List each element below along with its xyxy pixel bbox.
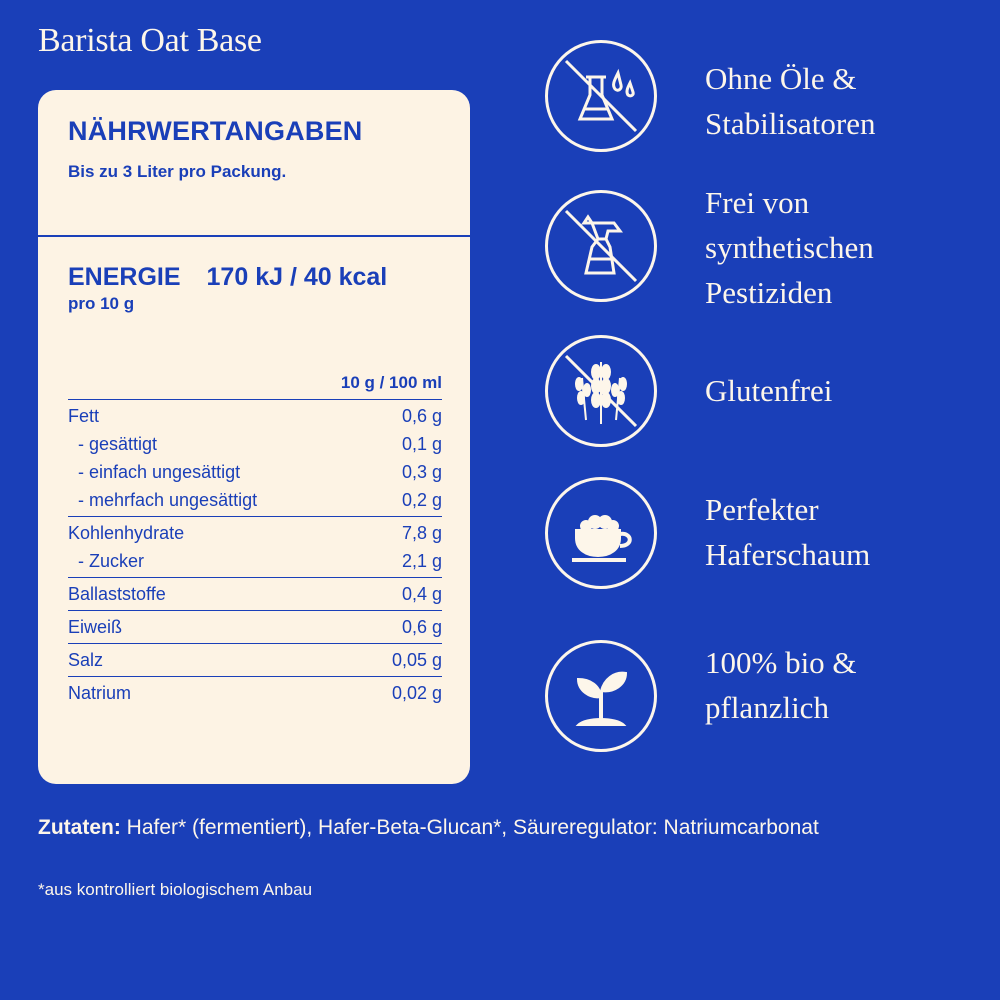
no-wheat-icon (545, 335, 657, 447)
nutrient-value: 7,8 g (401, 523, 442, 543)
energy-label: ENERGIE (68, 263, 181, 291)
ingredients-label: Zutaten: (38, 816, 121, 839)
nutrient-label: Ballaststoffe (68, 584, 166, 604)
card-divider (38, 235, 470, 237)
nutrient-value: 0,05 g (391, 650, 442, 670)
nutrient-value: 0,02 g (391, 683, 442, 703)
nutrient-label: - gesättigt (78, 434, 158, 454)
nutrition-card (38, 90, 470, 784)
nutrient-label: - mehrfach ungesättigt (78, 490, 258, 510)
ingredients-text: Hafer* (fermentiert), Hafer-Beta-Glucan*, Säureregulator: Natriumcarbonat (120, 816, 819, 839)
nutrition-group (68, 644, 442, 677)
energy-per: pro 10 g (68, 294, 135, 313)
sprout-icon (545, 640, 657, 752)
nutrient-label: Fett (68, 406, 100, 426)
nutrient-value: 0,1 g (401, 434, 442, 454)
feature-text-4: Perfekter Haferschaum (705, 492, 871, 572)
table-row (68, 613, 442, 641)
nutrient-value: 0,6 g (401, 406, 442, 426)
feature-item (545, 40, 876, 152)
coffee-cup-icon (545, 477, 657, 589)
nutrient-label: Salz (68, 650, 104, 670)
nutrient-value: 2,1 g (401, 551, 442, 571)
nutrition-group (68, 677, 442, 709)
table-row (68, 458, 442, 486)
table-row (68, 580, 442, 608)
ingredients (38, 812, 938, 844)
feature-text-3: Glutenfrei (705, 373, 833, 408)
nutrition-subheading: Bis zu 3 Liter pro Packung. (68, 162, 287, 181)
feature-item (545, 640, 857, 752)
feature-text-5: 100% bio & pflanzlich (705, 645, 857, 725)
column-header: 10 g / 100 ml (68, 373, 442, 400)
nutrition-group (68, 611, 442, 644)
no-pesticide-spray-icon (545, 190, 657, 302)
table-row (68, 430, 442, 458)
no-chemicals-icon (545, 40, 657, 152)
table-row (68, 519, 442, 547)
nutrient-value: 0,3 g (401, 462, 442, 482)
footnote: *aus kontrolliert biologischem Anbau (38, 880, 313, 899)
feature-text-1: Ohne Öle & Stabilisatoren (705, 61, 876, 141)
nutrient-label: Eiweiß (68, 617, 123, 637)
table-row (68, 646, 442, 674)
nutrition-header (68, 116, 440, 182)
nutrient-label: - Zucker (78, 551, 145, 571)
feature-item (545, 185, 874, 310)
nutrient-label: - einfach ungesättigt (78, 462, 241, 482)
page-title: Barista Oat Base (38, 22, 262, 59)
nutrition-group (68, 578, 442, 611)
nutrient-value: 0,2 g (401, 490, 442, 510)
table-row (68, 486, 442, 514)
nutrient-value: 0,6 g (401, 617, 442, 637)
nutrition-heading: NÄHRWERTANGABEN (68, 116, 363, 146)
feature-item (545, 477, 871, 589)
nutrition-group (68, 517, 442, 578)
feature-item (545, 335, 833, 447)
table-row (68, 679, 442, 707)
energy-value: 170 kJ / 40 kcal (206, 263, 388, 291)
table-row (68, 547, 442, 575)
nutrient-label: Kohlenhydrate (68, 523, 185, 543)
nutrition-table (68, 373, 442, 709)
nutrient-label: Natrium (68, 683, 132, 703)
nutrient-value: 0,4 g (401, 584, 442, 604)
table-row (68, 402, 442, 430)
energy-block (68, 263, 442, 314)
feature-text-2: Frei von synthetischen Pestiziden (705, 185, 874, 310)
nutrition-group (68, 400, 442, 517)
